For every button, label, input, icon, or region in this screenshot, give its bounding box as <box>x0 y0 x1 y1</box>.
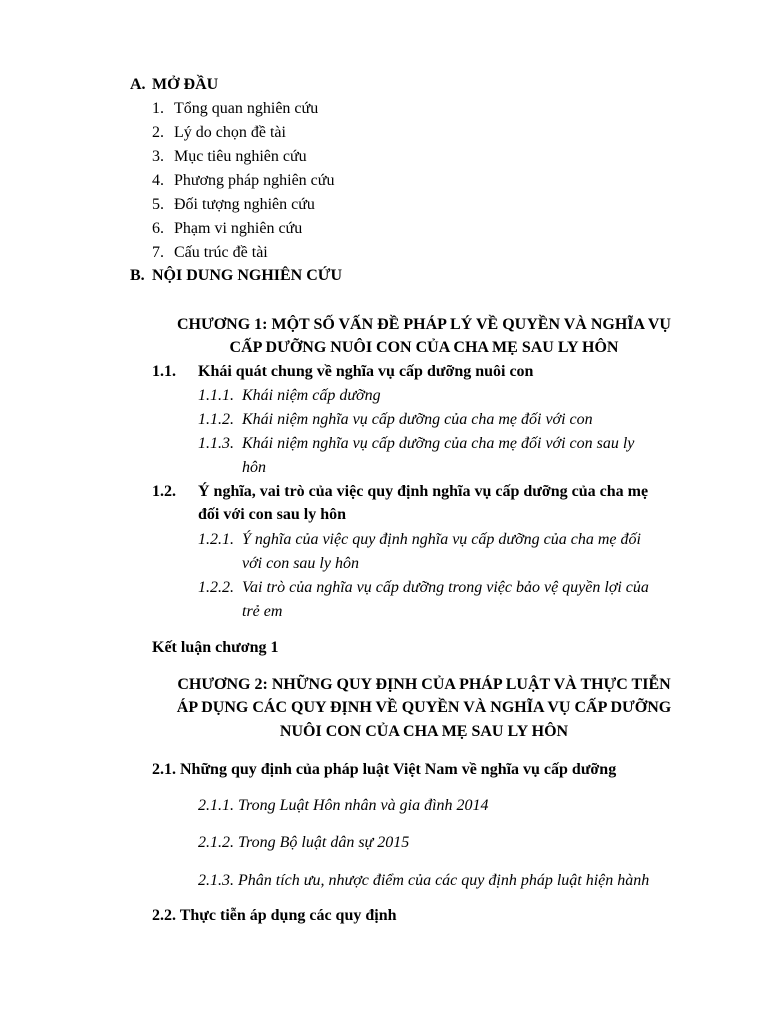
toc-item-4: 4. Phương pháp nghiên cứu <box>152 172 335 189</box>
section-a-heading: A. MỞ ĐẦU <box>130 76 219 93</box>
section-2-1-1: 2.1.1. Trong Luật Hôn nhân và gia đình 2014 <box>198 797 489 814</box>
section-2-2: 2.2. Thực tiễn áp dụng các quy định <box>152 907 397 924</box>
section-1-2-2: 1.2.2. Vai trò của nghĩa vụ cấp dưỡng trong việc bảo vệ quyền lợi của <box>198 579 649 596</box>
section-b-heading: B. NỘI DUNG NGHIÊN CỨU <box>130 267 343 284</box>
toc-item-2: 2. Lý do chọn đề tài <box>152 124 286 141</box>
toc-item-6: 6. Phạm vi nghiên cứu <box>152 220 303 237</box>
toc-item-3: 3. Mục tiêu nghiên cứu <box>152 148 307 165</box>
section-1-1-2: 1.1.2. Khái niệm nghĩa vụ cấp dưỡng của cha mẹ đối với con <box>198 411 593 428</box>
section-2-1-3: 2.1.3. Phân tích ưu, nhược điểm của các quy định pháp luật hiện hành <box>198 872 650 889</box>
section-1-2-1: 1.2.1. Ý nghĩa của việc quy định nghĩa vụ cấp dưỡng của cha mẹ đối <box>198 531 641 548</box>
section-2-1-2: 2.1.2. Trong Bộ luật dân sự 2015 <box>198 834 410 851</box>
section-1-2-cont: đối với con sau ly hôn <box>198 506 347 523</box>
section-1-2: 1.2. Ý nghĩa, vai trò của việc quy định nghĩa vụ cấp dưỡng của cha mẹ <box>152 483 649 500</box>
toc-item-7: 7. Cấu trúc đề tài <box>152 244 268 261</box>
section-1-1: 1.1. Khái quát chung về nghĩa vụ cấp dưỡng nuôi con <box>152 363 534 380</box>
chapter-2-title-line-3: NUÔI CON CỦA CHA MẸ SAU LY HÔN <box>279 723 569 740</box>
section-1-1-1: 1.1.1. Khái niệm cấp dưỡng <box>198 387 381 404</box>
toc-item-1: 1. Tổng quan nghiên cứu <box>152 100 319 117</box>
chapter-1-conclusion: Kết luận chương 1 <box>152 639 279 656</box>
section-1-1-3-cont: hôn <box>242 459 266 476</box>
section-1-2-2-cont: trẻ em <box>242 603 283 620</box>
section-1-2-1-cont: với con sau ly hôn <box>242 555 359 572</box>
section-1-1-3: 1.1.3. Khái niệm nghĩa vụ cấp dưỡng của cha mẹ đối với con sau ly <box>198 435 635 452</box>
chapter-2-title-line-1: CHƯƠNG 2: NHỮNG QUY ĐỊNH CỦA PHÁP LUẬT VÀ THỰC TIỄN <box>177 676 671 693</box>
chapter-1-title-line-1: CHƯƠNG 1: MỘT SỐ VẤN ĐỀ PHÁP LÝ VỀ QUYỀN VÀ NGHĨA VỤ <box>177 316 671 333</box>
chapter-1-title-line-2: CẤP DƯỠNG NUÔI CON CỦA CHA MẸ SAU LY HÔN <box>229 339 619 356</box>
chapter-2-title-line-2: ÁP DỤNG CÁC QUY ĐỊNH VỀ QUYỀN VÀ NGHĨA VỤ CẤP DƯỠNG <box>176 699 672 716</box>
section-2-1: 2.1. Những quy định của pháp luật Việt Nam về nghĩa vụ cấp dưỡng <box>152 761 617 778</box>
toc-item-5: 5. Đối tượng nghiên cứu <box>152 196 315 213</box>
